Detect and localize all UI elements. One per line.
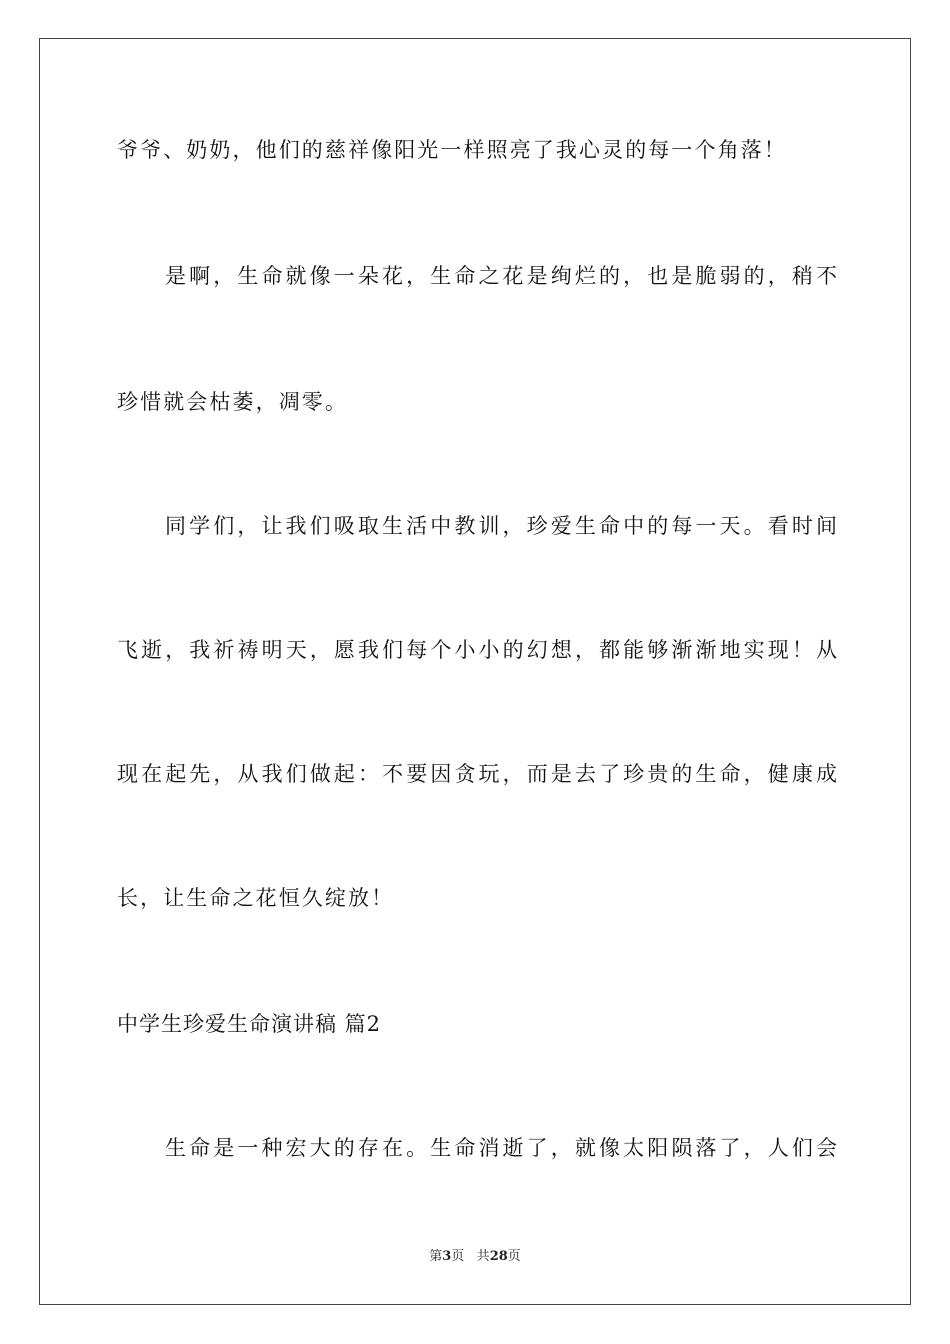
footer-page-suffix: 页: [451, 1249, 465, 1264]
body-line-1: 爷爷、奶奶，他们的慈祥像阳光一样照亮了我心灵的每一个角落！: [117, 138, 787, 162]
page-footer: [0, 1248, 950, 1266]
body-line-6: 现在起先，从我们做起：不要因贪玩，而是去了珍贵的生命，健康成: [117, 762, 837, 786]
body-line-7: 长，让生命之花恒久绽放！: [117, 886, 395, 910]
body-line-3: 珍惜就会枯萎，凋零。: [117, 390, 348, 414]
body-line-5: 飞逝，我祈祷明天，愿我们每个小小的幻想，都能够渐渐地实现！从: [117, 638, 837, 662]
section-heading: 中学生珍爱生命演讲稿 篇2: [117, 1012, 382, 1036]
body-line-9: 生命是一种宏大的存在。生命消逝了，就像太阳陨落了，人们会: [165, 1136, 837, 1160]
footer-total-suffix: 页: [507, 1249, 521, 1264]
body-line-2: 是啊，生命就像一朵花，生命之花是绚烂的，也是脆弱的，稍不: [165, 264, 837, 288]
footer-total-prefix: 共: [476, 1249, 490, 1264]
footer-total-pages: 28: [489, 1249, 508, 1264]
body-line-4: 同学们，让我们吸取生活中教训，珍爱生命中的每一天。看时间: [165, 514, 837, 538]
footer-page-prefix: 第: [429, 1249, 443, 1264]
footer-page-number: 3: [442, 1249, 452, 1264]
page-frame: [39, 38, 911, 1305]
